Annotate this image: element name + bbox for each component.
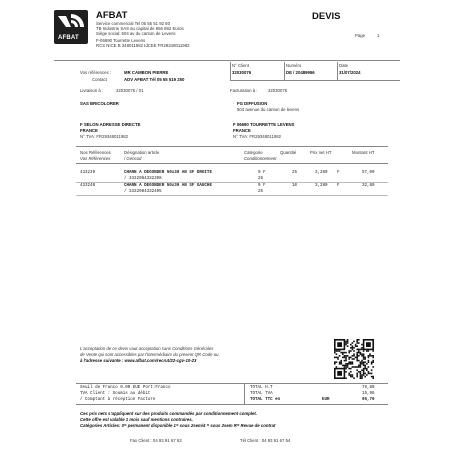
col-categorie-top: Catégorie bbox=[244, 150, 263, 155]
total-ht-label: TOTAL H.T bbox=[250, 386, 273, 390]
client-tel: Tél Client : 04 93 91 67 54 bbox=[240, 438, 291, 443]
delivery-line-2: FRANCE bbox=[80, 128, 98, 133]
notice-line-3: à l'adresse suivante : www.afbat.com/recrut/22-cgv-10-23 bbox=[80, 358, 197, 363]
table-top-line bbox=[76, 146, 388, 147]
col-designation-top: Désignation article bbox=[124, 150, 160, 155]
doc-number-value: DE / 20489956 bbox=[286, 70, 315, 75]
table-row-2-quantite: 10 bbox=[292, 184, 298, 188]
table-row-2-prix: 3,280 bbox=[315, 184, 328, 188]
totals-bottom-line bbox=[76, 404, 388, 405]
totals-left-line-3: / Comptant à réception Facture bbox=[80, 398, 156, 402]
table-row-2-conditionnement: 26 bbox=[258, 190, 264, 194]
company-name: AFBAT bbox=[96, 10, 128, 21]
facturation-label: Facturation à : bbox=[230, 88, 258, 93]
client-name: MR CAMBON PIERRE bbox=[124, 70, 169, 75]
livraison-value: 32030076 / 01 bbox=[116, 88, 144, 93]
logo-text: AFBAT bbox=[58, 35, 79, 41]
col-categorie-bottom: Conditionnement bbox=[244, 156, 277, 161]
doc-date-value: 31/07/2024 bbox=[339, 70, 361, 75]
page-label: Page bbox=[355, 33, 366, 38]
contact-label: Contact bbox=[92, 77, 107, 82]
company-line-1: Service commercial Tel 05 55 51 92 50 bbox=[96, 21, 170, 26]
total-ht-value: 79,80 bbox=[362, 386, 375, 390]
info-bottom-line bbox=[230, 80, 400, 81]
total-ttc-label: TOTAL TTC en bbox=[250, 398, 281, 402]
facturation-value: 32030076 bbox=[268, 88, 288, 93]
header-divider bbox=[54, 60, 400, 61]
delivery-tva: N° TVA: FR29348011982 bbox=[80, 134, 129, 139]
table-row-2-categorie: 0 F bbox=[258, 184, 266, 188]
table-row-1-designation: CHARN A DEGONDER 50x30 AN SF DROITE bbox=[124, 171, 212, 175]
table-header-line bbox=[76, 163, 388, 164]
totals-divider bbox=[244, 383, 245, 404]
note-line-2: Cette offre est valable 1 mois sauf mentions contraires. bbox=[80, 417, 193, 422]
billing-address: 504 avenue du canton de levens bbox=[237, 107, 300, 112]
table-row-1-prix: 3,280 bbox=[315, 171, 328, 175]
page-number: 1 bbox=[377, 33, 380, 38]
livraison-label: Livraison à : bbox=[80, 88, 104, 93]
qr-code-icon bbox=[334, 339, 374, 379]
col-montant: Montant HT bbox=[352, 150, 375, 155]
col-ref-bottom: Vos Références bbox=[80, 156, 111, 161]
client-number-value: 32030076 bbox=[232, 70, 252, 75]
table-row-1-gencod: / 3332084332398 bbox=[124, 177, 162, 181]
billing-name: FG DIFFUSION bbox=[237, 101, 268, 106]
note-line-3: Catégories Articles: 0= permanent disponible 1= sous 2sem/4 = sous 2sem R= Revue de contrat bbox=[80, 423, 276, 428]
total-ttc-value: 95,76 bbox=[362, 398, 375, 402]
notice-line-2: de Vente qui sont accessibles par l'intermédiaire du present QR Code ou bbox=[80, 352, 219, 357]
client-number-label: N° Client bbox=[232, 63, 250, 68]
table-row-2-designation: CHARN A DEGONDER 50x30 AN SF GAUCHE bbox=[124, 184, 212, 188]
totals-left-line-1: Seuil de Franco 0.00 EUE Port:Franco bbox=[80, 386, 171, 390]
table-row-2-montant: 32,80 bbox=[362, 184, 375, 188]
table-row-2-gencod: / 3332084332405 bbox=[124, 190, 162, 194]
doc-number-label: Numéro bbox=[286, 63, 302, 68]
refs-label: Vos références : bbox=[80, 70, 112, 75]
doc-date-label: Date bbox=[339, 63, 349, 68]
contact-value: ADV AFBAT Tél 05 55 519 250 bbox=[124, 77, 185, 82]
table-row-divider bbox=[76, 182, 388, 183]
billing-dot: . bbox=[233, 100, 235, 105]
total-tva-label: TOTAL TVA bbox=[250, 392, 273, 396]
billing-line-1: F 06690 TOURRETTE LEVENS bbox=[233, 122, 295, 127]
client-fax: Fax Client : 04 93 91 67 53 bbox=[130, 438, 182, 443]
notice-line-1: L'acceptation de ce devis vaut acceptation sans Conditions Générales bbox=[80, 346, 214, 351]
qr-code[interactable] bbox=[334, 339, 374, 379]
table-row-1-prix-currency: F bbox=[337, 171, 340, 175]
col-prix: Prix net HT bbox=[310, 150, 332, 155]
info-divider-2 bbox=[284, 62, 285, 80]
table-row-2-prix-currency: F bbox=[337, 184, 340, 188]
col-designation-bottom: / Gencod bbox=[124, 156, 142, 161]
billing-line-2: FRANCE bbox=[233, 128, 251, 133]
delivery-line-1: F SELON ADRESSE DIRECTE bbox=[80, 122, 141, 127]
afbat-logo bbox=[54, 10, 88, 44]
company-line-5: RCS NICE B 348011982 IdCEE FR29348011982 bbox=[96, 43, 190, 48]
col-ref-top: Nos Références bbox=[80, 150, 111, 155]
table-row-1-quantite: 25 bbox=[292, 171, 298, 175]
total-tva-value: 15,96 bbox=[362, 392, 375, 396]
totals-top-line bbox=[76, 383, 388, 384]
info-divider-3 bbox=[337, 62, 338, 80]
company-line-3: Siège social: 504 av du canton de Levens bbox=[96, 31, 176, 36]
info-divider-1 bbox=[230, 62, 231, 80]
note-line-1: Ces prix nets s'appliquent sur des produits commandés par conditionnement complet. bbox=[80, 411, 257, 416]
table-row-2-ref: 433240 bbox=[80, 184, 96, 188]
table-row-1-montant: 57,00 bbox=[362, 171, 375, 175]
table-row-1-categorie: 0 F bbox=[258, 171, 266, 175]
table-row-1-conditionnement: 26 bbox=[258, 177, 264, 181]
total-ttc-currency: EUR bbox=[322, 398, 330, 402]
totals-left-line-2: TVA Client : Soumis au débit bbox=[80, 392, 151, 396]
document-type: DEVIS bbox=[312, 11, 341, 22]
table-row-1-ref: 433239 bbox=[80, 171, 96, 175]
billing-tva: N° TVA: FR29348011982 bbox=[233, 134, 282, 139]
company-line-2: TB Industrie SAS au capital de 656 892 Euros bbox=[96, 26, 184, 31]
delivery-name: SAS BRICOLORER bbox=[80, 101, 119, 106]
col-quantite: Quantité bbox=[280, 150, 297, 155]
table-bottom-line bbox=[76, 195, 388, 196]
company-line-4: F-06690 Tourrette Levens bbox=[96, 38, 146, 43]
